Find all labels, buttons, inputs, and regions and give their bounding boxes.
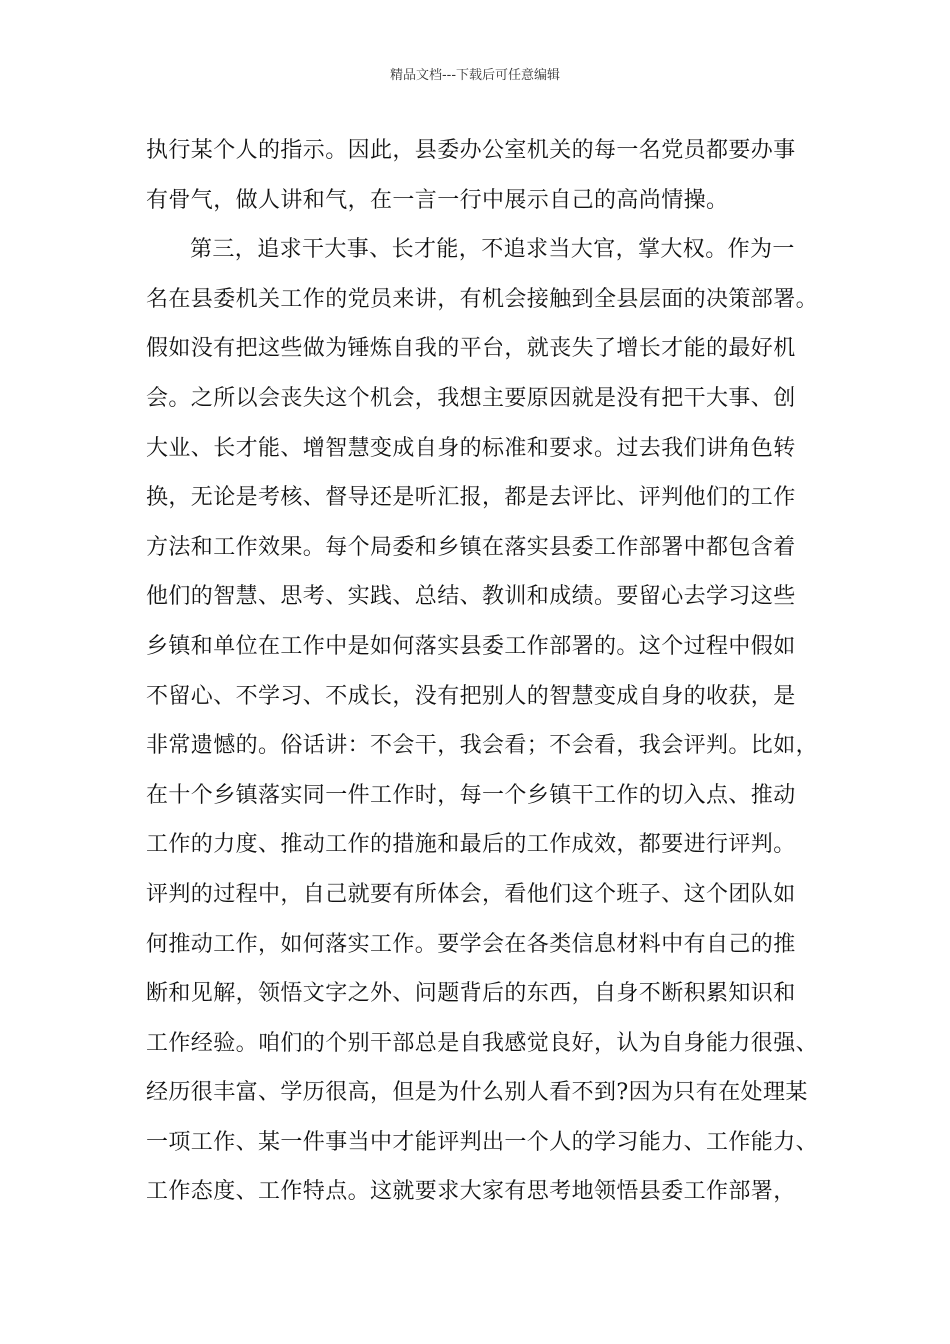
text-line: 大业、长才能、增智慧变成自身的标准和要求。过去我们讲角色转	[146, 435, 796, 461]
text-line: 经历很丰富、学历很高，但是为什么别人看不到?因为只有在处理某	[146, 1080, 808, 1106]
text-line: 何推动工作，如何落实工作。要学会在各类信息材料中有自己的推	[146, 931, 796, 957]
text-line: 有骨气，做人讲和气，在一言一行中展示自己的高尚情操。	[146, 187, 729, 213]
text-line: 工作态度、工作特点。这就要求大家有思考地领悟县委工作部署，	[146, 1179, 796, 1205]
text-line: 一项工作、某一件事当中才能评判出一个人的学习能力、工作能力、	[146, 1129, 819, 1155]
text-line: 换，无论是考核、督导还是听汇报，都是去评比、评判他们的工作	[146, 485, 796, 511]
text-line: 工作经验。咱们的个别干部总是自我感觉良好，认为自身能力很强、	[146, 1030, 819, 1056]
page-header: 精品文档---下载后可任意编辑	[389, 68, 561, 83]
text-line: 会。之所以会丧失这个机会，我想主要原因就是没有把干大事、创	[146, 385, 796, 411]
text-line: 执行某个人的指示。因此，县委办公室机关的每一名党员都要办事	[146, 138, 796, 163]
document-body	[146, 126, 836, 1217]
text-line: 假如没有把这些做为锤炼自我的平台，就丧失了增长才能的最好机	[146, 336, 796, 362]
text-line: 评判的过程中，自己就要有所体会，看他们这个班子、这个团队如	[146, 881, 796, 907]
text-line: 工作的力度、推动工作的措施和最后的工作成效，都要进行评判。	[146, 832, 796, 858]
text-line: 方法和工作效果。每个局委和乡镇在落实县委工作部署中都包含着	[146, 534, 796, 560]
text-line: 断和见解，领悟文字之外、问题背后的东西，自身不断积累知识和	[146, 981, 796, 1007]
text-line: 非常遗憾的。俗话讲：不会干，我会看；不会看，我会评判。比如，	[146, 733, 819, 759]
text-line: 在十个乡镇落实同一件工作时，每一个乡镇干工作的切入点、推动	[146, 782, 796, 808]
text-line: 名在县委机关工作的党员来讲，有机会接触到全县层面的决策部署。	[146, 286, 819, 312]
text-line: 他们的智慧、思考、实践、总结、教训和成绩。要留心去学习这些	[146, 584, 796, 610]
text-line: 乡镇和单位在工作中是如何落实县委工作部署的。这个过程中假如	[146, 633, 796, 659]
text-line: 不留心、不学习、不成长，没有把别人的智慧变成自身的收获，是	[146, 683, 796, 709]
paragraph-start-line: 第三，追求干大事、长才能，不追求当大官，掌大权。作为一	[190, 237, 795, 263]
